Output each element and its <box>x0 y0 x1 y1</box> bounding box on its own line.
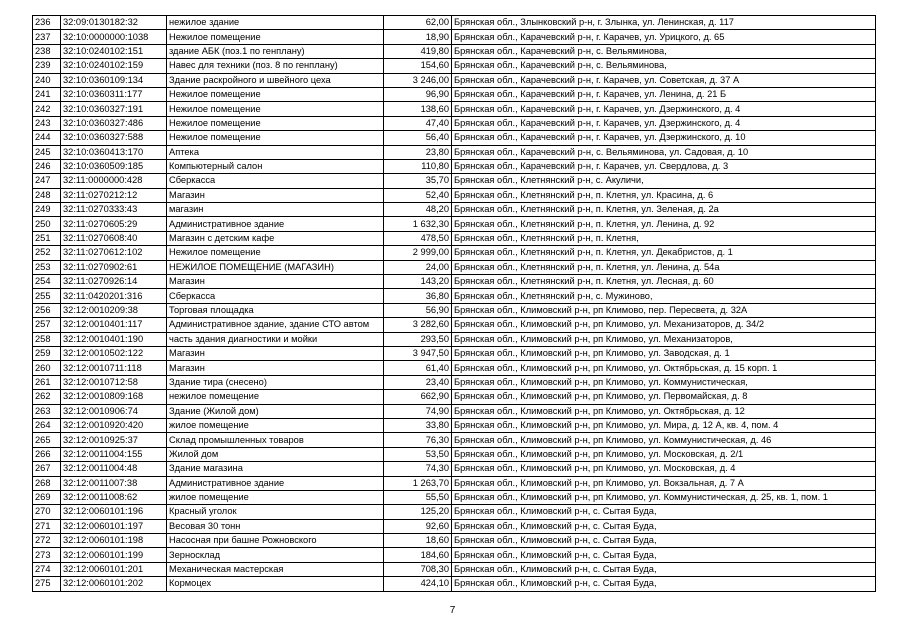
row-number: 239 <box>33 59 61 73</box>
object-name: Механическая мастерская <box>167 562 384 576</box>
area-value: 478,50 <box>384 231 452 245</box>
row-number: 258 <box>33 332 61 346</box>
table-row <box>33 289 876 303</box>
row-number: 264 <box>33 418 61 432</box>
table-row <box>33 433 876 447</box>
row-number: 246 <box>33 159 61 173</box>
cadastral-number: 32:12:0010502:122 <box>61 346 167 360</box>
cadastral-number: 32:10:0360327:486 <box>61 116 167 130</box>
cadastral-number: 32:12:0011004:48 <box>61 462 167 476</box>
area-value: 708,30 <box>384 562 452 576</box>
table-row <box>33 188 876 202</box>
cadastral-number: 32:12:0011004:155 <box>61 447 167 461</box>
address: Брянская обл., Карачевский р-н, с. Вельяминова, <box>452 44 876 58</box>
table-row <box>33 59 876 73</box>
object-name: НЕЖИЛОЕ ПОМЕЩЕНИЕ (МАГАЗИН) <box>167 260 384 274</box>
cadastral-number: 32:12:0060101:196 <box>61 505 167 519</box>
row-number: 266 <box>33 447 61 461</box>
table-row <box>33 390 876 404</box>
area-value: 56,90 <box>384 303 452 317</box>
address: Брянская обл., Климовский р-н, с. Сытая Буда, <box>452 519 876 533</box>
object-name: Компьютерный салон <box>167 159 384 173</box>
object-name: здание АБК (поз.1 по генплану) <box>167 44 384 58</box>
row-number: 255 <box>33 289 61 303</box>
cadastral-number: 32:12:0010711:118 <box>61 361 167 375</box>
cadastral-number: 32:12:0010809:168 <box>61 390 167 404</box>
area-value: 2 999,00 <box>384 246 452 260</box>
address: Брянская обл., Клетнянский р-н, п. Клетня, ул. Ленина, д. 92 <box>452 217 876 231</box>
area-value: 138,60 <box>384 102 452 116</box>
object-name: Нежилое помещение <box>167 131 384 145</box>
address: Брянская обл., Климовский р-н, с. Сытая Буда, <box>452 548 876 562</box>
area-value: 662,90 <box>384 390 452 404</box>
object-name: магазин <box>167 203 384 217</box>
area-value: 1 263,70 <box>384 476 452 490</box>
row-number: 248 <box>33 188 61 202</box>
table-row <box>33 102 876 116</box>
row-number: 261 <box>33 375 61 389</box>
cadastral-number: 32:12:0010712:58 <box>61 375 167 389</box>
address: Брянская обл., Климовский р-н, с. Сытая Буда, <box>452 562 876 576</box>
row-number: 269 <box>33 490 61 504</box>
object-name: Нежилое помещение <box>167 116 384 130</box>
area-value: 74,90 <box>384 404 452 418</box>
table-row <box>33 318 876 332</box>
address: Брянская обл., Климовский р-н, рп Климово, ул. Механизаторов, д. 34/2 <box>452 318 876 332</box>
table-row <box>33 87 876 101</box>
cadastral-number: 32:10:0360509:185 <box>61 159 167 173</box>
address: Брянская обл., Климовский р-н, рп Климово, ул. Первомайская, д. 8 <box>452 390 876 404</box>
address: Брянская обл., Карачевский р-н, г. Карачев, ул. Дзержинского, д. 4 <box>452 116 876 130</box>
address: Брянская обл., Климовский р-н, рп Климово, ул. Октябрьская, д. 15 корп. 1 <box>452 361 876 375</box>
row-number: 275 <box>33 577 61 591</box>
area-value: 92,60 <box>384 519 452 533</box>
area-value: 76,30 <box>384 433 452 447</box>
address: Брянская обл., Злынковский р-н, г. Злынка, ул. Ленинская, д. 117 <box>452 16 876 30</box>
row-number: 265 <box>33 433 61 447</box>
area-value: 125,20 <box>384 505 452 519</box>
row-number: 262 <box>33 390 61 404</box>
table-row <box>33 346 876 360</box>
row-number: 237 <box>33 30 61 44</box>
row-number: 242 <box>33 102 61 116</box>
table-row <box>33 505 876 519</box>
area-value: 18,60 <box>384 534 452 548</box>
address: Брянская обл., Клетнянский р-н, п. Клетня, ул. Декабристов, д. 1 <box>452 246 876 260</box>
row-number: 274 <box>33 562 61 576</box>
cadastral-number: 32:11:0270605:29 <box>61 217 167 231</box>
object-name: Кормоцех <box>167 577 384 591</box>
address: Брянская обл., Клетнянский р-н, п. Клетня, ул. Ленина, д. 54а <box>452 260 876 274</box>
cadastral-number: 32:11:0270926:14 <box>61 275 167 289</box>
object-name: Сберкасса <box>167 289 384 303</box>
area-value: 110,80 <box>384 159 452 173</box>
area-value: 419,80 <box>384 44 452 58</box>
area-value: 23,40 <box>384 375 452 389</box>
object-name: Магазин с детским кафе <box>167 231 384 245</box>
object-name: нежилое здание <box>167 16 384 30</box>
table-row <box>33 30 876 44</box>
row-number: 238 <box>33 44 61 58</box>
table-row <box>33 476 876 490</box>
address: Брянская обл., Климовский р-н, рп Климово, ул. Коммунистическая, д. 25, кв. 1, пом. 1 <box>452 490 876 504</box>
area-value: 3 947,50 <box>384 346 452 360</box>
row-number: 250 <box>33 217 61 231</box>
row-number: 252 <box>33 246 61 260</box>
object-name: Магазин <box>167 275 384 289</box>
table-row <box>33 275 876 289</box>
table-row <box>33 490 876 504</box>
object-name: Нежилое помещение <box>167 87 384 101</box>
cadastral-number: 32:12:0060101:202 <box>61 577 167 591</box>
object-name: Административное здание <box>167 217 384 231</box>
table-row <box>33 404 876 418</box>
table-row <box>33 534 876 548</box>
area-value: 48,20 <box>384 203 452 217</box>
table-row <box>33 462 876 476</box>
row-number: 240 <box>33 73 61 87</box>
area-value: 3 282,60 <box>384 318 452 332</box>
address: Брянская обл., Климовский р-н, рп Климово, ул. Вокзальная, д. 7 А <box>452 476 876 490</box>
object-name: Весовая 30 тонн <box>167 519 384 533</box>
object-name: Здание раскройного и швейного цеха <box>167 73 384 87</box>
table-row <box>33 145 876 159</box>
table-row <box>33 159 876 173</box>
cadastral-number: 32:10:0360311:177 <box>61 87 167 101</box>
area-value: 424,10 <box>384 577 452 591</box>
row-number: 243 <box>33 116 61 130</box>
object-name: Торговая площадка <box>167 303 384 317</box>
object-name: Магазин <box>167 361 384 375</box>
cadastral-number: 32:12:0010920:420 <box>61 418 167 432</box>
address: Брянская обл., Клетнянский р-н, п. Клетня, ул. Красина, д. 6 <box>452 188 876 202</box>
row-number: 260 <box>33 361 61 375</box>
area-value: 61,40 <box>384 361 452 375</box>
area-value: 154,60 <box>384 59 452 73</box>
cadastral-number: 32:12:0010925:37 <box>61 433 167 447</box>
object-name: Навес для техники (поз. 8 по генплану) <box>167 59 384 73</box>
row-number: 270 <box>33 505 61 519</box>
cadastral-number: 32:11:0000000:428 <box>61 174 167 188</box>
object-name: Красный уголок <box>167 505 384 519</box>
address: Брянская обл., Климовский р-н, с. Сытая Буда, <box>452 534 876 548</box>
row-number: 257 <box>33 318 61 332</box>
cadastral-number: 32:12:0011008:62 <box>61 490 167 504</box>
address: Брянская обл., Клетнянский р-н, с. Акуличи, <box>452 174 876 188</box>
area-value: 35,70 <box>384 174 452 188</box>
address: Брянская обл., Климовский р-н, рп Климово, ул. Коммунистическая, д. 46 <box>452 433 876 447</box>
cadastral-number: 32:10:0240102:159 <box>61 59 167 73</box>
object-name: Склад промышленных товаров <box>167 433 384 447</box>
row-number: 259 <box>33 346 61 360</box>
object-name: жилое помещение <box>167 418 384 432</box>
address: Брянская обл., Карачевский р-н, г. Карачев, ул. Урицкого, д. 65 <box>452 30 876 44</box>
cadastral-number: 32:10:0240102:151 <box>61 44 167 58</box>
row-number: 267 <box>33 462 61 476</box>
object-name: Насосная при башне Рожновского <box>167 534 384 548</box>
cadastral-number: 32:09:0130182:32 <box>61 16 167 30</box>
object-name: Административное здание <box>167 476 384 490</box>
row-number: 254 <box>33 275 61 289</box>
address: Брянская обл., Климовский р-н, рп Климово, ул. Московская, д. 2/1 <box>452 447 876 461</box>
area-value: 74,30 <box>384 462 452 476</box>
area-value: 24,00 <box>384 260 452 274</box>
cadastral-number: 32:10:0360327:191 <box>61 102 167 116</box>
address: Брянская обл., Климовский р-н, рп Климово, ул. Московская, д. 4 <box>452 462 876 476</box>
row-number: 263 <box>33 404 61 418</box>
row-number: 253 <box>33 260 61 274</box>
address: Брянская обл., Климовский р-н, рп Климово, ул. Октябрьская, д. 12 <box>452 404 876 418</box>
area-value: 3 246,00 <box>384 73 452 87</box>
table-row <box>33 44 876 58</box>
object-name: Нежилое помещение <box>167 30 384 44</box>
area-value: 293,50 <box>384 332 452 346</box>
table-row <box>33 73 876 87</box>
cadastral-number: 32:12:0011007:38 <box>61 476 167 490</box>
area-value: 53,50 <box>384 447 452 461</box>
area-value: 143,20 <box>384 275 452 289</box>
object-name: Магазин <box>167 188 384 202</box>
row-number: 268 <box>33 476 61 490</box>
table-row <box>33 174 876 188</box>
address: Брянская обл., Климовский р-н, с. Сытая Буда, <box>452 505 876 519</box>
object-name: Здание магазина <box>167 462 384 476</box>
cadastral-number: 32:10:0360109:134 <box>61 73 167 87</box>
table-row <box>33 577 876 591</box>
object-name: Здание тира (снесено) <box>167 375 384 389</box>
area-value: 52,40 <box>384 188 452 202</box>
cadastral-number: 32:11:0270212:12 <box>61 188 167 202</box>
cadastral-number: 32:10:0360413:170 <box>61 145 167 159</box>
object-name: жилое помещение <box>167 490 384 504</box>
table-row <box>33 418 876 432</box>
object-name: Магазин <box>167 346 384 360</box>
address: Брянская обл., Клетнянский р-н, п. Клетня, ул. Зеленая, д. 2а <box>452 203 876 217</box>
table-row <box>33 16 876 30</box>
table-row <box>33 217 876 231</box>
object-name: часть здания диагностики и мойки <box>167 332 384 346</box>
area-value: 184,60 <box>384 548 452 562</box>
cadastral-number: 32:12:0010906:74 <box>61 404 167 418</box>
table-row <box>33 303 876 317</box>
area-value: 23,80 <box>384 145 452 159</box>
table-row <box>33 203 876 217</box>
table-row <box>33 361 876 375</box>
row-number: 236 <box>33 16 61 30</box>
object-name: Аптека <box>167 145 384 159</box>
area-value: 47,40 <box>384 116 452 130</box>
address: Брянская обл., Климовский р-н, рп Климово, пер. Пересвета, д. 32А <box>452 303 876 317</box>
row-number: 256 <box>33 303 61 317</box>
address: Брянская обл., Карачевский р-н, с. Вельяминова, <box>452 59 876 73</box>
row-number: 273 <box>33 548 61 562</box>
address: Брянская обл., Карачевский р-н, г. Карачев, ул. Дзержинского, д. 4 <box>452 102 876 116</box>
cadastral-number: 32:11:0270333:43 <box>61 203 167 217</box>
page-number: 7 <box>449 605 456 616</box>
cadastral-number: 32:12:0060101:198 <box>61 534 167 548</box>
property-register-table <box>32 15 876 592</box>
table-row <box>33 447 876 461</box>
address: Брянская обл., Клетнянский р-н, п. Клетня, <box>452 231 876 245</box>
cadastral-number: 32:12:0060101:199 <box>61 548 167 562</box>
address: Брянская обл., Клетнянский р-н, с. Мужиново, <box>452 289 876 303</box>
cadastral-number: 32:10:0360327:588 <box>61 131 167 145</box>
object-name: нежилое помещение <box>167 390 384 404</box>
area-value: 56,40 <box>384 131 452 145</box>
row-number: 251 <box>33 231 61 245</box>
object-name: Нежилое помещение <box>167 246 384 260</box>
address: Брянская обл., Карачевский р-н, г. Карачев, ул. Советская, д. 37 А <box>452 73 876 87</box>
cadastral-number: 32:11:0270608:40 <box>61 231 167 245</box>
table-row <box>33 116 876 130</box>
cadastral-number: 32:12:0010401:117 <box>61 318 167 332</box>
table-row <box>33 519 876 533</box>
area-value: 36,80 <box>384 289 452 303</box>
address: Брянская обл., Климовский р-н, рп Климово, ул. Мира, д. 12 А, кв. 4, пом. 4 <box>452 418 876 432</box>
object-name: Административное здание, здание СТО автом <box>167 318 384 332</box>
object-name: Нежилое помещение <box>167 102 384 116</box>
address: Брянская обл., Карачевский р-н, с. Вельяминова, ул. Садовая, д. 10 <box>452 145 876 159</box>
address: Брянская обл., Климовский р-н, рп Климово, ул. Механизаторов, <box>452 332 876 346</box>
table-row <box>33 548 876 562</box>
area-value: 96,90 <box>384 87 452 101</box>
table-row <box>33 375 876 389</box>
address: Брянская обл., Климовский р-н, рп Климово, ул. Коммунистическая, <box>452 375 876 389</box>
table-row <box>33 260 876 274</box>
cadastral-number: 32:11:0420201:316 <box>61 289 167 303</box>
row-number: 271 <box>33 519 61 533</box>
property-register-body <box>33 16 876 592</box>
area-value: 62,00 <box>384 16 452 30</box>
table-row <box>33 246 876 260</box>
address: Брянская обл., Карачевский р-н, г. Карачев, ул. Ленина, д. 21 Б <box>452 87 876 101</box>
row-number: 247 <box>33 174 61 188</box>
table-row <box>33 231 876 245</box>
cadastral-number: 32:12:0010209:38 <box>61 303 167 317</box>
row-number: 241 <box>33 87 61 101</box>
address: Брянская обл., Клетнянский р-н, п. Клетня, ул. Лесная, д. 60 <box>452 275 876 289</box>
object-name: Жилой дом <box>167 447 384 461</box>
cadastral-number: 32:11:0270612:102 <box>61 246 167 260</box>
area-value: 55,50 <box>384 490 452 504</box>
object-name: Зерносклад <box>167 548 384 562</box>
cadastral-number: 32:10:0000000:1038 <box>61 30 167 44</box>
table-row <box>33 562 876 576</box>
table-row <box>33 131 876 145</box>
row-number: 249 <box>33 203 61 217</box>
object-name: Здание (Жилой дом) <box>167 404 384 418</box>
address: Брянская обл., Климовский р-н, рп Климово, ул. Заводская, д. 1 <box>452 346 876 360</box>
row-number: 245 <box>33 145 61 159</box>
object-name: Сберкасса <box>167 174 384 188</box>
area-value: 1 632,30 <box>384 217 452 231</box>
row-number: 244 <box>33 131 61 145</box>
address: Брянская обл., Карачевский р-н, г. Карачев, ул. Свердлова, д. 3 <box>452 159 876 173</box>
cadastral-number: 32:11:0270902:61 <box>61 260 167 274</box>
cadastral-number: 32:12:0010401:190 <box>61 332 167 346</box>
row-number: 272 <box>33 534 61 548</box>
table-row <box>33 332 876 346</box>
address: Брянская обл., Карачевский р-н, г. Карачев, ул. Дзержинского, д. 10 <box>452 131 876 145</box>
area-value: 18,90 <box>384 30 452 44</box>
area-value: 33,80 <box>384 418 452 432</box>
cadastral-number: 32:12:0060101:197 <box>61 519 167 533</box>
address: Брянская обл., Климовский р-н, с. Сытая Буда, <box>452 577 876 591</box>
cadastral-number: 32:12:0060101:201 <box>61 562 167 576</box>
